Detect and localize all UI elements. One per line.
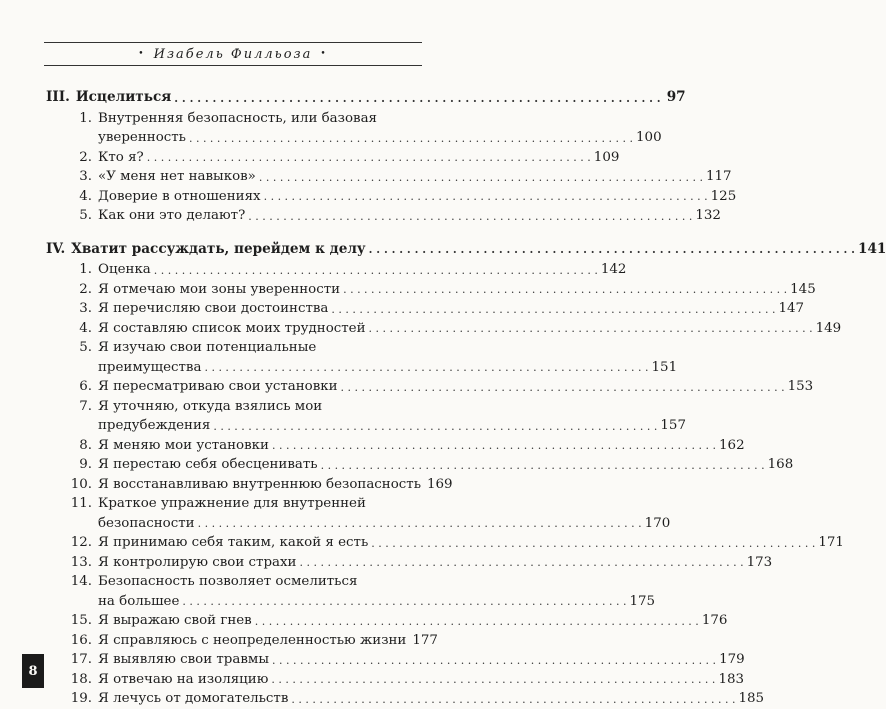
entry-page: 185 [738, 691, 765, 706]
toc-section-heading [46, 240, 886, 260]
entry-title: Я контролирую свои страхи [98, 554, 297, 570]
entry-title-continued: преимущества [98, 359, 202, 375]
section-number: III. [46, 89, 70, 105]
dot-leader [248, 212, 692, 222]
entry-title: Я меняю мои установки [98, 437, 269, 453]
header-bullet-left: • [138, 49, 146, 59]
entry-page: 183 [718, 671, 744, 687]
entry-page: 169 [427, 476, 453, 492]
dot-leader [272, 656, 716, 666]
entry-first-line [70, 494, 418, 514]
toc-entry [46, 299, 805, 319]
dot-leader [371, 539, 815, 549]
entry-page: 100 [636, 130, 662, 145]
entry-title: Безопасность позволяет осмелиться [98, 574, 358, 589]
dot-leader [271, 675, 715, 685]
toc-entry [46, 631, 438, 651]
entry-title: Доверие в отношениях [98, 188, 261, 204]
dot-leader [198, 519, 642, 529]
entry-page: 171 [818, 535, 844, 550]
entry-number: 3. [79, 301, 92, 316]
dot-leader [343, 285, 787, 295]
entry-number: 17. [70, 652, 92, 667]
entry-number: 19. [70, 691, 92, 706]
entry-title: Я перестаю себя обесценивать [98, 457, 318, 472]
entry-number: 13. [70, 554, 92, 570]
entry-page: 173 [746, 554, 773, 570]
page-folio: 8 [22, 654, 44, 688]
entry-page: 117 [705, 169, 732, 184]
entry-title-continued: на большее [98, 593, 180, 609]
dot-leader [259, 173, 703, 183]
entry-number: 1. [79, 262, 92, 277]
entry-number: 5. [79, 340, 92, 355]
section-title: Хватит рассуждать, перейдем к делу [71, 240, 366, 257]
entry-title: Я изучаю свои потенциальные [98, 340, 317, 355]
toc-entry [46, 109, 662, 148]
toc-entry [46, 689, 765, 709]
entry-number: 12. [70, 535, 92, 550]
toc-entry [46, 260, 627, 280]
entry-continuation [70, 514, 671, 534]
dot-leader [189, 134, 633, 144]
toc-entry [46, 572, 656, 611]
entry-number: 8. [79, 437, 92, 453]
section-number: IV. [46, 240, 66, 257]
entry-title-continued: безопасности [98, 515, 195, 531]
section-page: 97 [666, 89, 686, 105]
entry-first-line [70, 572, 418, 592]
section-page: 141 [858, 240, 886, 257]
entry-first-line [70, 109, 418, 129]
entry-number: 1. [79, 110, 92, 126]
entry-title: Оценка [98, 262, 151, 277]
entry-page: 147 [778, 301, 805, 316]
entry-number: 9. [79, 457, 92, 472]
toc-entry [46, 397, 686, 436]
entry-title: Кто я? [98, 149, 144, 165]
toc-entry [46, 319, 842, 339]
entry-title: Я перечисляю свои достоинства [98, 301, 329, 316]
section-title: Исцелиться [75, 89, 172, 105]
entry-continuation [70, 128, 662, 148]
entry-number: 14. [70, 574, 92, 589]
toc-entry [46, 533, 844, 553]
entry-title: Я пересматриваю свои установки [98, 379, 338, 394]
entry-page: 170 [644, 515, 671, 531]
entry-number: 2. [79, 281, 92, 297]
entry-title: Краткое упражнение для внутренней [98, 496, 366, 511]
entry-page: 132 [695, 208, 721, 223]
entry-title: Я отвечаю на изоляцию [98, 671, 269, 687]
entry-title: Я выявляю свои травмы [98, 652, 269, 667]
entry-page: 175 [629, 593, 656, 609]
dot-leader [291, 695, 735, 705]
entry-title: Я отмечаю мои зоны уверенности [98, 281, 341, 297]
entry-page: 125 [710, 188, 737, 204]
entry-title-continued: уверенность [98, 130, 186, 145]
entry-number: 6. [79, 379, 92, 394]
toc-entry [46, 553, 773, 573]
toc-entry [46, 650, 745, 670]
entry-title: Я выражаю свой гнев [98, 613, 252, 628]
dot-leader [369, 245, 855, 255]
dot-leader [182, 597, 626, 607]
entry-title: Я справляюсь с неопределенностью жизни [98, 632, 407, 648]
dot-leader [204, 363, 648, 373]
entry-number: 3. [79, 169, 92, 184]
entry-number: 7. [79, 398, 92, 414]
entry-first-line [70, 397, 418, 417]
entry-page: 142 [600, 262, 627, 277]
entry-page: 177 [412, 632, 438, 648]
entry-number: 10. [70, 476, 92, 492]
toc-section-heading [46, 88, 686, 108]
toc-entry [46, 167, 732, 187]
entry-number: 18. [70, 671, 92, 687]
toc-entry [46, 455, 794, 475]
toc-entry [46, 187, 737, 207]
entry-page: 153 [787, 379, 814, 394]
toc-entry [46, 280, 816, 300]
dot-leader [264, 192, 708, 202]
section-spacer [46, 226, 418, 240]
toc-entry [46, 206, 721, 226]
entry-page: 176 [701, 613, 728, 628]
dot-leader [174, 94, 660, 104]
entry-page: 149 [815, 320, 842, 336]
toc-entry [46, 494, 671, 533]
entry-page: 162 [719, 437, 745, 453]
dot-leader [154, 266, 598, 276]
dot-leader [331, 305, 775, 315]
entry-page: 179 [719, 652, 745, 667]
dot-leader [255, 617, 699, 627]
toc-entry [46, 338, 678, 377]
entry-title: Как они это делают? [98, 208, 246, 223]
dot-leader [321, 461, 765, 471]
dot-leader [341, 383, 785, 393]
entry-title: Я лечусь от домогательств [98, 691, 289, 706]
entry-page: 109 [593, 149, 620, 165]
entry-page: 157 [660, 418, 686, 433]
entry-page: 168 [767, 457, 794, 472]
table-of-contents [46, 88, 886, 709]
entry-page: 145 [790, 281, 816, 297]
entry-number: 4. [79, 188, 92, 204]
entry-title: Я принимаю себя таким, какой я есть [98, 535, 369, 550]
entry-continuation [70, 592, 656, 612]
entry-title: Я составляю список моих трудностей [98, 320, 366, 336]
entry-continuation [70, 416, 686, 436]
toc-entry [46, 611, 728, 631]
entry-number: 2. [79, 149, 92, 165]
dot-leader [300, 558, 744, 568]
entry-number: 5. [79, 208, 92, 223]
header-bullet-right: • [320, 49, 328, 59]
toc-entry [46, 436, 745, 456]
entry-first-line [70, 338, 418, 358]
entry-number: 16. [70, 632, 92, 648]
running-header [44, 42, 422, 66]
toc-entry [46, 670, 744, 690]
entry-title: Я восстанавливаю внутреннюю безопасность [98, 476, 421, 492]
header-author: Изабель Филльоза [153, 46, 313, 62]
dot-leader [213, 422, 657, 432]
entry-continuation [70, 358, 678, 378]
entry-number: 11. [70, 496, 92, 511]
toc-entry [46, 377, 814, 397]
entry-title: «У меня нет навыков» [98, 169, 256, 184]
toc-entry [46, 148, 620, 168]
dot-leader [272, 441, 716, 451]
entry-number: 15. [70, 613, 92, 628]
entry-title: Внутренняя безопасность, или базовая [98, 110, 377, 126]
dot-leader [147, 153, 591, 163]
entry-page: 151 [651, 359, 678, 375]
entry-title-continued: предубеждения [98, 418, 211, 433]
entry-number: 4. [79, 320, 92, 336]
dot-leader [369, 324, 813, 334]
toc-entry [46, 475, 453, 495]
entry-title: Я уточняю, откуда взялись мои [98, 398, 323, 414]
